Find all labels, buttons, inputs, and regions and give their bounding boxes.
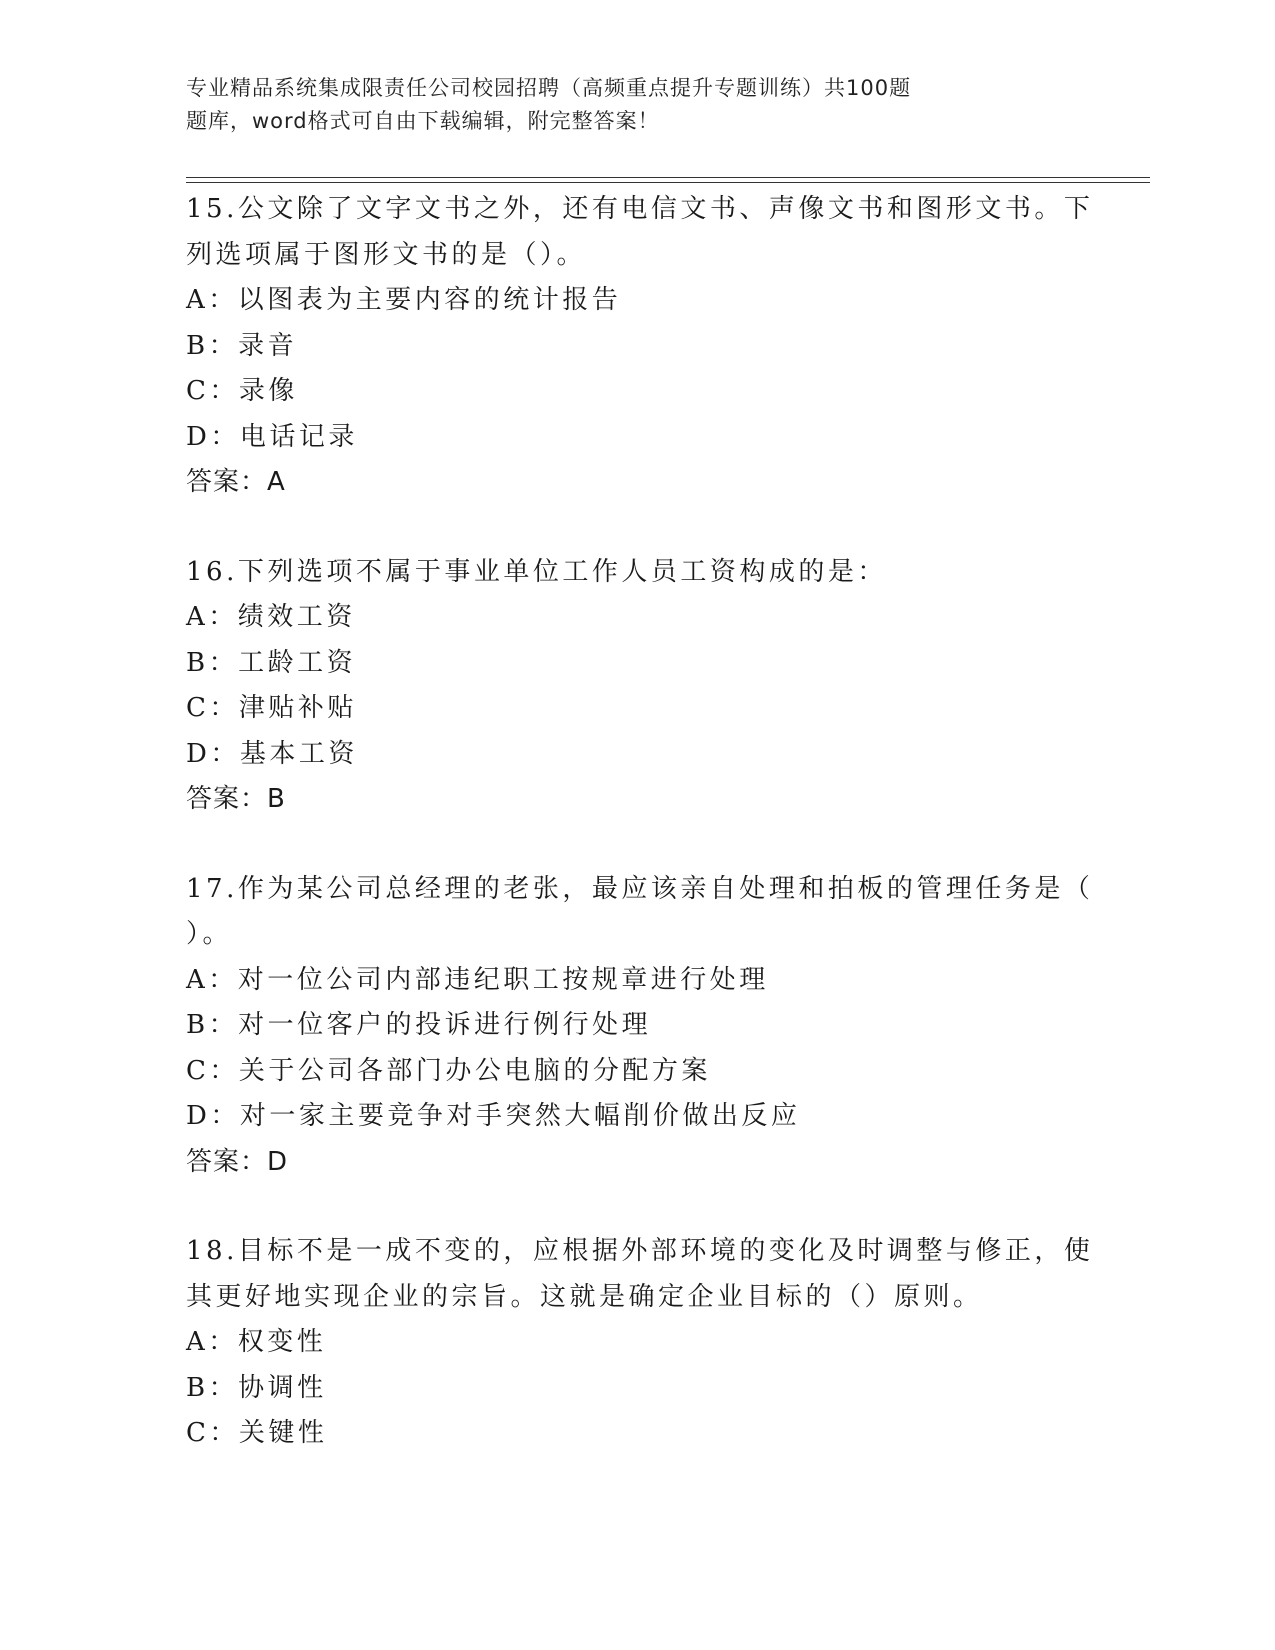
answer-line: 答案：D	[186, 1146, 289, 1177]
option-d: D：电话记录	[186, 421, 358, 452]
option-a: A：权变性	[186, 1327, 327, 1357]
question-stem-line: 15.公文除了文字文书之外，还有电信文书、声像文书和图形文书。下	[186, 194, 1094, 224]
option-b: B：协调性	[186, 1372, 327, 1403]
question-16	[186, 550, 1086, 823]
option-c: C：关于公司各部门办公电脑的分配方案	[186, 1055, 711, 1086]
option-b: B：工龄工资	[186, 647, 357, 678]
question-18	[186, 1229, 1094, 1457]
header-divider-bottom	[186, 182, 1150, 183]
question-stem-line: 16.下列选项不属于事业单位工作人员工资构成的是：	[186, 556, 887, 587]
question-15	[186, 187, 1094, 506]
option-a: A：对一位公司内部违纪职工按规章进行处理	[186, 964, 769, 995]
question-list	[186, 187, 1094, 1501]
option-a: A：绩效工资	[186, 602, 356, 632]
option-a: A：以图表为主要内容的统计报告	[186, 285, 622, 315]
option-b: B：对一位客户的投诉进行例行处理	[186, 1010, 652, 1040]
option-d: D：对一家主要竞争对手突然大幅削价做出反应	[186, 1101, 801, 1131]
question-stem-line: 17.作为某公司总经理的老张，最应该亲自处理和拍板的管理任务是（	[186, 873, 1094, 904]
answer-line: 答案：A	[186, 467, 286, 497]
document-header	[186, 72, 1066, 138]
option-c: C：关键性	[186, 1418, 328, 1448]
header-title-line-1: 专业精品系统集成限责任公司校园招聘（高频重点提升专题训练）共100题	[186, 76, 912, 100]
answer-line: 答案：B	[186, 784, 286, 814]
option-c: C：津贴补贴	[186, 693, 357, 723]
question-stem-line: ）。	[186, 919, 233, 949]
header-title-line-2: 题库，word格式可自由下载编辑，附完整答案！	[186, 109, 660, 133]
question-stem-line: 其更好地实现企业的宗旨。这就是确定企业目标的（）原则。	[186, 1281, 983, 1312]
option-c: C：录像	[186, 376, 298, 406]
option-d: D：基本工资	[186, 738, 358, 769]
question-stem-line: 18.目标不是一成不变的，应根据外部环境的变化及时调整与修正，使	[186, 1236, 1094, 1266]
question-stem-line: 列选项属于图形文书的是（）。	[186, 239, 587, 270]
question-17	[186, 867, 1094, 1186]
header-divider-top	[186, 177, 1150, 178]
option-b: B：录音	[186, 330, 298, 361]
